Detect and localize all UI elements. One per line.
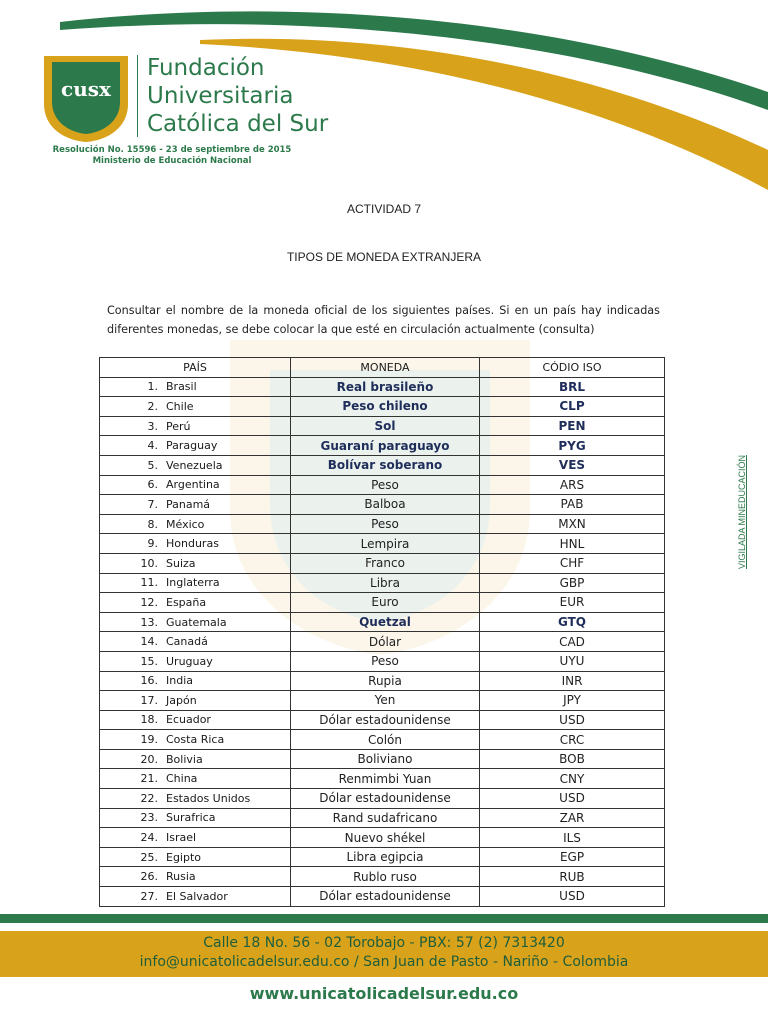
country-name: Egipto: [166, 850, 202, 864]
row-number: 11.: [140, 576, 158, 590]
cell-iso-code: GBP: [480, 573, 665, 593]
cell-iso-code: VES: [480, 455, 665, 475]
cell-iso-code: HNL: [480, 534, 665, 554]
table-row: [100, 808, 665, 828]
cell-iso-code: RUB: [480, 867, 665, 887]
country-name: Uruguay: [166, 654, 213, 668]
ministry-text: Ministerio de Educación Nacional: [92, 156, 252, 166]
row-number: 22.: [140, 791, 158, 805]
cell-country: [100, 710, 291, 730]
cell-iso-code: UYU: [480, 651, 665, 671]
table-row: [100, 514, 665, 534]
cell-currency: Libra egipcia: [291, 847, 480, 867]
table-row: [100, 495, 665, 515]
cell-iso-code: CNY: [480, 769, 665, 789]
row-number: 21.: [140, 772, 158, 786]
cell-country: [100, 847, 291, 867]
table-row: [100, 789, 665, 809]
cell-country: [100, 495, 291, 515]
table-row: [100, 887, 665, 907]
cell-country: [100, 867, 291, 887]
cell-currency: Bolívar soberano: [291, 455, 480, 475]
table-row: [100, 573, 665, 593]
resolution-block: [52, 145, 292, 167]
row-number: 5.: [147, 458, 158, 472]
row-number: 8.: [147, 517, 158, 531]
country-name: Canadá: [166, 635, 208, 649]
country-name: Argentina: [166, 478, 220, 492]
country-name: Ecuador: [166, 713, 211, 727]
row-number: 2.: [147, 399, 158, 413]
cell-iso-code: CRC: [480, 730, 665, 750]
row-number: 14.: [140, 635, 158, 649]
resolution-text: Resolución No. 15596 - 23 de septiembre de 2015: [52, 145, 292, 155]
row-number: 12.: [140, 595, 158, 609]
cell-iso-code: JPY: [480, 691, 665, 711]
activity-title: ACTIVIDAD 7: [346, 202, 421, 216]
cell-iso-code: MXN: [480, 514, 665, 534]
cell-country: [100, 691, 291, 711]
cell-currency: Guaraní paraguayo: [291, 436, 480, 456]
row-number: 3.: [147, 419, 158, 433]
row-number: 6.: [147, 478, 158, 492]
country-name: Suiza: [166, 556, 196, 570]
row-number: 4.: [147, 439, 158, 453]
cell-country: [100, 593, 291, 613]
table-header-row: [100, 358, 665, 378]
footer-contact: info@unicatolicadelsur.edu.co / San Juan de Pasto - Nariño - Colombia: [139, 954, 629, 970]
table-row: [100, 553, 665, 573]
footer-address: Calle 18 No. 56 - 02 Torobajo - PBX: 57 (2) 7313420: [203, 935, 565, 951]
country-name: Chile: [166, 399, 194, 413]
cell-country: [100, 416, 291, 436]
currency-table: [99, 357, 665, 907]
table-body: [100, 377, 665, 906]
cell-currency: Euro: [291, 593, 480, 613]
row-number: 23.: [140, 811, 158, 825]
cell-currency: Dólar estadounidense: [291, 789, 480, 809]
logo-lettering: cusx: [61, 77, 111, 101]
cell-country: [100, 436, 291, 456]
table-row: [100, 475, 665, 495]
row-number: 15.: [140, 654, 158, 668]
cell-currency: Lempira: [291, 534, 480, 554]
cell-iso-code: EGP: [480, 847, 665, 867]
cell-currency: Franco: [291, 553, 480, 573]
country-name: Japón: [166, 693, 197, 707]
cell-currency: Renmimbi Yuan: [291, 769, 480, 789]
cell-iso-code: CHF: [480, 553, 665, 573]
cell-country: [100, 749, 291, 769]
row-number: 25.: [140, 850, 158, 864]
cell-currency: Sol: [291, 416, 480, 436]
table-row: [100, 847, 665, 867]
cell-country: [100, 769, 291, 789]
cell-currency: Real brasileño: [291, 377, 480, 397]
cell-currency: Peso: [291, 475, 480, 495]
cell-iso-code: USD: [480, 789, 665, 809]
university-logo: [40, 52, 132, 144]
cell-currency: Yen: [291, 691, 480, 711]
org-name-line2: Universitaria: [147, 83, 294, 109]
cell-country: [100, 612, 291, 632]
cell-currency: Libra: [291, 573, 480, 593]
cell-iso-code: BRL: [480, 377, 665, 397]
cell-currency: Dólar: [291, 632, 480, 652]
table-row: [100, 730, 665, 750]
table-row: [100, 612, 665, 632]
instructions-paragraph: Consultar el nombre de la moneda oficial de los siguientes países. Si en un país hay indicadas diferentes monedas, se debe colocar la que esté en circulación actualmente (consulta): [107, 304, 660, 336]
country-name: Israel: [166, 831, 197, 845]
cell-currency: Balboa: [291, 495, 480, 515]
cell-iso-code: ARS: [480, 475, 665, 495]
row-number: 18.: [140, 713, 158, 727]
cell-country: [100, 455, 291, 475]
cell-currency: Peso chileno: [291, 397, 480, 417]
country-name: España: [166, 595, 207, 609]
org-name-line1: Fundación: [147, 55, 265, 81]
row-number: 10.: [140, 556, 158, 570]
header-iso: CÓDIO ISO: [480, 358, 665, 378]
cell-country: [100, 828, 291, 848]
table-row: [100, 593, 665, 613]
cell-iso-code: PYG: [480, 436, 665, 456]
country-name: India: [166, 674, 193, 688]
cell-currency: Dólar estadounidense: [291, 710, 480, 730]
cell-country: [100, 573, 291, 593]
org-name-line3: Católica del Sur: [147, 111, 329, 137]
cell-iso-code: CLP: [480, 397, 665, 417]
table-row: [100, 671, 665, 691]
table-row: [100, 867, 665, 887]
cell-currency: Colón: [291, 730, 480, 750]
header-currency: MONEDA: [291, 358, 480, 378]
row-number: 16.: [140, 674, 158, 688]
cell-country: [100, 397, 291, 417]
row-number: 24.: [140, 831, 158, 845]
cell-currency: Peso: [291, 514, 480, 534]
footer-website-link[interactable]: www.unicatolicadelsur.edu.co: [249, 984, 519, 1003]
document-subtitle: TIPOS DE MONEDA EXTRANJERA: [286, 250, 482, 264]
country-name: Surafrica: [166, 811, 216, 825]
table-row: [100, 397, 665, 417]
country-name: Estados Unidos: [166, 791, 251, 805]
row-number: 20.: [140, 752, 158, 766]
country-name: China: [166, 772, 198, 786]
country-name: El Salvador: [166, 889, 228, 903]
table-row: [100, 455, 665, 475]
country-name: Guatemala: [166, 615, 227, 629]
table-row: [100, 749, 665, 769]
table-row: [100, 416, 665, 436]
cell-iso-code: EUR: [480, 593, 665, 613]
header-divider: [137, 55, 138, 137]
footer-green-band: [0, 914, 768, 923]
side-label: [734, 455, 748, 575]
table-row: [100, 710, 665, 730]
cell-iso-code: USD: [480, 887, 665, 907]
cell-country: [100, 651, 291, 671]
table-row: [100, 691, 665, 711]
row-number: 26.: [140, 870, 158, 884]
row-number: 27.: [140, 889, 158, 903]
side-label-text: VIGILADA MINEDUCACIÓN: [737, 454, 747, 570]
cell-currency: Dólar estadounidense: [291, 887, 480, 907]
cell-currency: Rupia: [291, 671, 480, 691]
header-country: PAÍS: [100, 358, 291, 378]
cell-country: [100, 475, 291, 495]
country-name: Honduras: [166, 537, 219, 551]
cell-country: [100, 377, 291, 397]
row-number: 17.: [140, 693, 158, 707]
cell-currency: Peso: [291, 651, 480, 671]
country-name: Costa Rica: [166, 733, 225, 747]
country-name: Brasil: [166, 380, 197, 394]
row-number: 7.: [147, 497, 158, 511]
row-number: 9.: [147, 537, 158, 551]
table-row: [100, 651, 665, 671]
cell-iso-code: ZAR: [480, 808, 665, 828]
cell-currency: Rublo ruso: [291, 867, 480, 887]
cell-iso-code: BOB: [480, 749, 665, 769]
table-row: [100, 534, 665, 554]
country-name: Bolivia: [166, 752, 203, 766]
cell-currency: Quetzal: [291, 612, 480, 632]
cell-iso-code: INR: [480, 671, 665, 691]
table-row: [100, 436, 665, 456]
cell-iso-code: CAD: [480, 632, 665, 652]
country-name: Paraguay: [166, 439, 218, 453]
row-number: 13.: [140, 615, 158, 629]
cell-iso-code: GTQ: [480, 612, 665, 632]
cell-country: [100, 553, 291, 573]
cell-country: [100, 808, 291, 828]
row-number: 19.: [140, 733, 158, 747]
country-name: Rusia: [166, 870, 196, 884]
table-row: [100, 769, 665, 789]
cell-iso-code: PAB: [480, 495, 665, 515]
cell-country: [100, 514, 291, 534]
cell-currency: Rand sudafricano: [291, 808, 480, 828]
country-name: México: [166, 517, 205, 531]
cell-country: [100, 887, 291, 907]
country-name: Inglaterra: [166, 576, 220, 590]
country-name: Perú: [166, 419, 191, 433]
table-row: [100, 828, 665, 848]
table-row: [100, 377, 665, 397]
organization-name: [147, 54, 328, 138]
cell-currency: Nuevo shékel: [291, 828, 480, 848]
cell-currency: Boliviano: [291, 749, 480, 769]
cell-country: [100, 730, 291, 750]
row-number: 1.: [147, 380, 158, 394]
country-name: Venezuela: [166, 458, 223, 472]
cell-country: [100, 534, 291, 554]
cell-country: [100, 632, 291, 652]
cell-iso-code: USD: [480, 710, 665, 730]
cell-country: [100, 671, 291, 691]
cell-iso-code: PEN: [480, 416, 665, 436]
cell-country: [100, 789, 291, 809]
cell-iso-code: ILS: [480, 828, 665, 848]
country-name: Panamá: [166, 497, 211, 511]
table-row: [100, 632, 665, 652]
